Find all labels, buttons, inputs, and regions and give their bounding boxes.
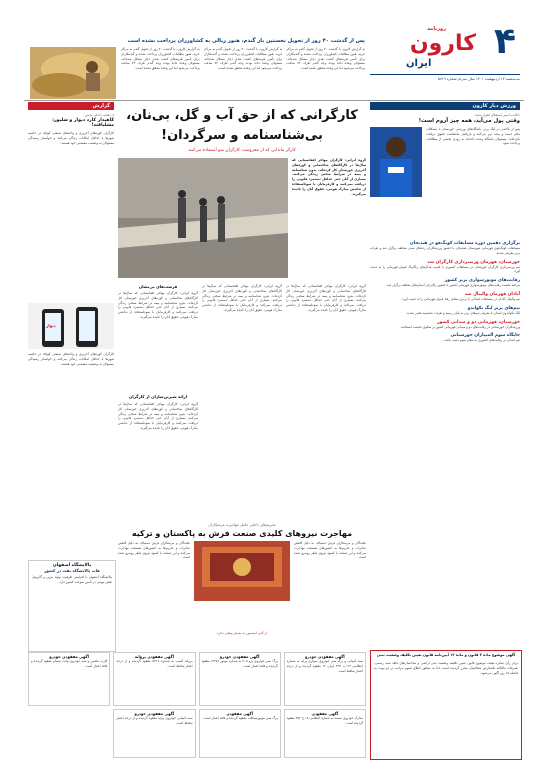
main-intro: گروه ایرانی: کارگران مهاجر افغانستانی که سال‌ها در کارگاه‌های ساختمانی و کوره‌های آجرپزی خوزستان کار کرده‌اند، بدون شناسنامه و بیمه در شرایط سختی زندگی می‌کنند. بسیاری از آنان حتی حداقل دستمزد قانونی را دریافت نمی‌کنند و کارفرمایان با سوءاستفاده از نداشتن مدارک هویتی، حقوق آنان را نادیده می‌گیرند. — [292, 158, 366, 196]
refinery-title: پالایشگاه اصفهان — [52, 563, 92, 568]
mobile-ad-graphic — [28, 303, 114, 349]
dateline: ســه‌شنبه ۱۳ اردیبهشت ۱۴۰۱ سال سی‌ام شماره ۵۷۱۹ — [370, 74, 520, 81]
brief-body: تیم استان در رقابت‌های کشوری به مقام سوم دست یافت. — [442, 338, 520, 343]
brief-title: برگزاری دهمین دوره مسابقات کونگ‌فو در هندیجان — [409, 241, 520, 246]
notice-body: سند کمپانی خودروی پراید مفقود گردیده و از درجه اعتبار ساقط است. — [116, 715, 193, 725]
report-headline: کاهیدار کارد دیوار و شلیور: مشلیاقند! — [52, 118, 114, 128]
brief-body: تیم والیبال آبادان در مسابقات استانی با برتری مقابل رقبا عنوان قهرمانی را به دست آورد. — [401, 296, 520, 301]
top-story-headline: پس از گذشت ۴۰ روز از تحویل نخستین بار گندم، هنوز ریالی به کشاورزان پرداخت نشده است — [127, 38, 365, 44]
brief-item — [370, 306, 520, 316]
workers-on-road-photo — [118, 158, 288, 278]
brief-item — [370, 278, 520, 288]
notice-body: برگ سبز موتورسیکلت مفقود گردیده و فاقد اعتبار است. — [202, 715, 278, 720]
notice-title: آگهی مفقودی خودرو — [305, 654, 345, 659]
brief-body: ورزشکاران خوزستانی در رقابت‌های دو و میدانی قهرمانی کشور بر سکوی نخست ایستادند. — [400, 324, 520, 329]
notice-title: آگهی مفقودی خودرو — [219, 654, 260, 659]
footballer-photo — [370, 127, 422, 197]
brief-item — [370, 320, 520, 330]
main-story — [118, 102, 366, 522]
notice-body: کارت ماشین و سند خودروی وانت نیسان مفقود گردیده و فاقد اعتبار است. — [31, 659, 108, 668]
main-subhead: کارگر ماندابی که از محرومیت کارگران سو استفاده می‌کنند — [188, 148, 296, 153]
brief-title: جایگاه سوم المپیاران خوزستانی — [450, 333, 520, 339]
notice-item — [113, 709, 195, 758]
notice-title: آگهی مفقودی — [226, 710, 254, 716]
sports-column: ورزش دیار کارون حکایت اسیر استقلال اهواز مجید وقتی پول می‌آید، همه چیز آروم است! پس از ناکامی در لیگ برتر، باشگاه‌های ورزشی خوزستان با مشکلات مالی دست و پنجه نرم می‌کنند و بازیکنان ماه‌هاست حقوق دریافت نکرده‌اند. مسئولان باشگاه وعده داده‌اند به زودی بخشی از مطالبات پرداخت شود. برگزاری دهمین دوره مسابقات کونگ‌فو در هندیجان مسابقات کونگ‌فوی قهرمانی شهرستان هندیجان با حضور ورزشکاران رده‌های سنی مختلف برگزار شد و نفرات برتر معرفی شدند. خوزستان، قهرمان وزنه‌برداری کارگران شد تیم وزنه‌برداری کارگران خوزستان در مسابقات کشوری با کسب مدال‌های رنگارنگ عنوان قهرمانی را به دست آورد. رقابت‌های موتورسواری برتر کشور مرحله نخست رقابت‌های موتورسواری قهرمانی کشور با حضور رکابزنان استان‌های مختلف برگزار شد. آبادان قهرمان والیبال شد تیم والیبال آبادان در مسابقات استانی با برتری مقابل رقبا عنوان قهرمانی را به دست آورد. تیم‌های برتر لیگ تکواندو لیگ تکواندوی استان با معرفی تیم‌های برتر به پایان رسید و نفرات شایسته تقدیر شدند. خوزستان، قهرمانی دو و میدانی کشور ورزشکاران خوزستانی در رقابت‌های دو و میدانی قهرمانی کشور بر سکوی نخست ایستادند. جایگاه سوم المپیاران خوزستانی تیم استان در رقابت‌های کشوری به مقام سوم دست یافت. — [370, 103, 520, 343]
legal-title: آگهی موضوع ماده ۳ قانون و ماده ۱۳ آیین‌نامه قانون تعیین تکلیف وضعیت ثبتی — [376, 653, 516, 657]
brief-item — [370, 260, 520, 275]
notice-body: مدارک خودروی سمند به شماره انتظامی ۱۵ ج ۳۸۲ مفقود گردیده است. — [286, 715, 363, 725]
refinery-subtitle: هاب پالایشگاه نفت در کشور — [44, 568, 100, 573]
masthead — [370, 22, 520, 88]
notice-body: سند کمپانی و برگ سبز خودروی سواری پراید به شماره انتظامی ۷۹ ب ۴۲۳ ایران ۱۴ مفقود گردیده و از درجه اعتبار ساقط است. — [286, 659, 363, 673]
main-photo — [118, 158, 288, 278]
brief-body: مرحله نخست رقابت‌های موتورسواری قهرمانی کشور با حضور رکابزنان استان‌های مختلف برگزار شد. — [385, 283, 520, 288]
wheat-harvest-photo — [30, 47, 116, 99]
top-story-body: به گزارش کارون، با گذشت ۴۰ روز از تحویل گندم به مراکز خرید، هنوز مطالبات کشاورزان پرداخت نشده و گندمکاران برای تأمین هزینه‌های کشت بعدی دچار مشکل شده‌اند. مسئولان وعده داده بودند وجه گندم ظرف ۷۲ ساعت پرداخت می‌شود اما این وعده محقق نشده است. به گزارش کارون، با گذشت ۴۰ روز از تحویل گندم به مراکز خرید، هنوز مطالبات کشاورزان پرداخت نشده و گندمکاران برای تأمین هزینه‌های کشت بعدی دچار مشکل شده‌اند. مسئولان وعده داده بودند وجه گندم ظرف ۷۲ ساعت پرداخت می‌شود اما این وعده محقق نشده است. به گزارش کارون، با گذشت ۴۰ روز از تحویل گندم به مراکز خرید، هنوز مطالبات کشاورزان پرداخت نشده و گندمکاران برای تأمین هزینه‌های کشت بعدی دچار مشکل شده‌اند. مسئولان وعده داده بودند وجه گندم ظرف ۷۲ ساعت پرداخت می‌شود اما این وعده محقق نشده است. — [120, 47, 365, 71]
brief-title: آبادان قهرمان والیبال شد — [464, 291, 520, 297]
migration-kicker: تحریم‌های داخلی عامل مهاجرت مرمتکاران — [208, 522, 276, 527]
notice-item — [199, 709, 281, 758]
carpet-photo — [194, 541, 290, 601]
notice-body: برگ سبز خودروی پژو ۴۰۵ به شماره موتور ۱۲۴۸۹ مفقود گردیده و فاقد اعتبار است. — [201, 659, 278, 668]
top-story — [30, 38, 365, 98]
refinery-box: پالایشگاه اصفهان هاب پالایشگاه نفت در کشور پالایشگاه اصفهان با افزایش ظرفیت تولید بنزین و گازوئیل نقش مهمی در تأمین سوخت کشور دارد. — [28, 560, 116, 652]
brief-title: خوزستان، قهرمان وزنه‌برداری کارگران شد — [427, 259, 520, 265]
notice-title: آگهی مفقودی — [311, 710, 339, 716]
sports-briefs — [370, 241, 520, 343]
brief-title: خوزستان، قهرمانی دو و میدانی کشور — [437, 319, 520, 325]
sports-kicker: حکایت اسیر استقلال اهواز مجید — [474, 113, 520, 117]
brief-body: مسابقات کونگ‌فوی قهرمانی شهرستان هندیجان با حضور ورزشکاران رده‌های سنی مختلف برگزار شد و نفرات برتر معرفی شدند. — [370, 246, 520, 255]
notice-title: آگهی مفقودی پروانه — [134, 654, 175, 659]
main-body-columns: گروه ایرانی: کارگران مهاجر افغانستانی که سال‌ها در کارگاه‌های ساختمانی و کوره‌های آجرپزی خوزستان کار کرده‌اند، بدون شناسنامه و بیمه در شرایط سختی زندگی می‌کنند. بسیاری از آنان حتی حداقل دستمزد قانونی را دریافت نمی‌کنند و کارفرمایان با سوءاستفاده از نداشتن مدارک هویتی، حقوق آنان را نادیده می‌گیرند. گروه ایرانی: کارگران مهاجر افغانستانی که سال‌ها در کارگاه‌های ساختمانی و کوره‌های آجرپزی خوزستان کار کرده‌اند، بدون شناسنامه و بیمه در شرایط سختی زندگی می‌کنند. بسیاری از آنان حتی حداقل دستمزد قانونی را دریافت نمی‌کنند و کارفرمایان با سوءاستفاده از نداشتن مدارک هویتی، حقوق آنان را نادیده می‌گیرند. فرصت‌های بی‌نشان گروه ایرانی: کارگران مهاجر افغانستانی که سال‌ها در کارگاه‌های ساختمانی و کوره‌های آجرپزی خوزستان کار کرده‌اند، بدون شناسنامه و بیمه در شرایط سختی زندگی می‌کنند. بسیاری از آنان حتی حداقل دستمزد قانونی را دریافت نمی‌کنند و کارفرمایان با سوءاستفاده از نداشتن مدارک هویتی، حقوق آنان را نادیده می‌گیرند. ارائه شیرین‌سازان از کارگران گروه ایرانی: کارگران مهاجر افغانستانی که سال‌ها در کارگاه‌های ساختمانی و کوره‌های آجرپزی خوزستان کار کرده‌اند، بدون شناسنامه و بیمه در شرایط سختی زندگی می‌کنند. بسیاری از آنان حتی حداقل دستمزد قانونی را دریافت نمی‌کنند و کارفرمایان با سوءاستفاده از نداشتن مدارک هویتی، حقوق آنان را نادیده می‌گیرند. — [118, 284, 366, 430]
notice-item — [113, 652, 195, 706]
brief-title: تیم‌های برتر لیگ تکواندو — [467, 305, 520, 311]
divider — [24, 100, 524, 101]
top-story-photo — [30, 47, 116, 99]
carpet-weaving-photo — [194, 541, 290, 601]
sports-section-label: ورزش دیار کارون — [370, 102, 520, 110]
report-label: گزارش — [28, 102, 114, 110]
player-image — [370, 127, 422, 197]
sports-headline: وقتی پول می‌آید، همه چیز آروم است! — [418, 118, 520, 124]
brief-item — [370, 333, 520, 343]
page-number: ۴ — [494, 21, 516, 62]
notice-title: آگهی مفقودی خودرو — [134, 710, 175, 716]
notice-title: آگهی مفقودی خودرو — [49, 654, 89, 659]
migration-story: تحریم‌های داخلی عامل مهاجرت مرمتکاران مهاجرت نیروهای کلیدی صنعت فرش به پاکستان و ترکیه بافندگان و مرمتکاران فرش دستباف به دلیل کاهش صادرات و تحریم‌ها به کشورهای همسایه مهاجرت می‌کنند و این صنعت با کمبود نیروی ماهر روبه‌رو شده است. بافندگان و مرمتکاران فرش دستباف به دلیل کاهش صادرات و تحریم‌ها به کشورهای همسایه مهاجرت می‌کنند و این صنعت با کمبود نیروی ماهر روبه‌رو شده است. از آنتی ایسمین به بسیار پیشی ندارد — [118, 522, 366, 635]
report-column: گزارش از بعضه داخلی بخش کاهیدار کارد دیوار و شلیور: مشلیاقند! کارگران کوره‌های آجرپزی و واحدهای صنعتی کوچک در حاشیه شهرها با حداقل امکانات زندگی می‌کنند و خواستار رسیدگی مسئولان به وضعیت معیشتی خود هستند. دیوار کارگران کوره‌های آجرپزی و واحدهای صنعتی کوچک در حاشیه شهرها با حداقل امکانات زندگی می‌کنند و خواستار رسیدگی مسئولان به وضعیت معیشتی خود هستند. — [28, 103, 114, 366]
notice-item — [284, 709, 366, 758]
brief-item — [370, 292, 520, 302]
notice-item — [28, 652, 110, 706]
notices-grid — [28, 652, 366, 758]
notice-item — [284, 652, 366, 706]
migration-headline: مهاجرت نیروهای کلیدی صنعت فرش به پاکستان و ترکیه — [131, 529, 353, 538]
legal-box: آگهی موضوع ماده ۳ قانون و ماده ۱۳ آیین‌نامه قانون تعیین تکلیف وضعیت ثبتی برابر رأی صادره هیئت موضوع قانون تعیین تکلیف وضعیت ثبتی اراضی و ساختمان‌های فاقد سند رسمی، تصرفات مالکانه بلامعارض متقاضیان محرز گردیده است. لذا به منظور اطلاع عموم مراتب در دو نوبت به فاصله ۱۵ روز آگهی می‌شود. — [370, 650, 522, 760]
brief-body: تیم وزنه‌برداری کارگران خوزستان در مسابقات کشوری با کسب مدال‌های رنگارنگ عنوان قهرمانی را به دست آورد. — [370, 264, 520, 274]
main-headline: کارگرانی که از حق آب و گل، بی‌نان، بی‌شناسنامه و سرگردان! — [126, 108, 358, 143]
brief-item — [370, 241, 520, 256]
subtitle-2: ارائه شیرین‌سازان از کارگران — [128, 394, 188, 399]
brief-body: لیگ تکواندوی استان با معرفی تیم‌های برتر به پایان رسید و نفرات شایسته تقدیر شدند. — [406, 310, 520, 315]
photo-caption: فرصت‌های بی‌نشان — [138, 284, 178, 289]
brief-title: رقابت‌های موتورسواری برتر کشور — [444, 278, 520, 284]
notice-item — [199, 652, 281, 706]
report-kicker: از بعضه داخلی بخش — [84, 113, 114, 117]
migration-caption: از آنتی ایسمین به بسیار پیشی ندارد — [216, 631, 268, 635]
ad-phones: دیوار — [28, 303, 114, 349]
notice-body: پروانه کسب به شماره ۵۳۱۲ مفقود گردیده و از درجه اعتبار ساقط است. — [116, 659, 193, 668]
logo: روزنامه کارون ایران — [406, 26, 476, 69]
